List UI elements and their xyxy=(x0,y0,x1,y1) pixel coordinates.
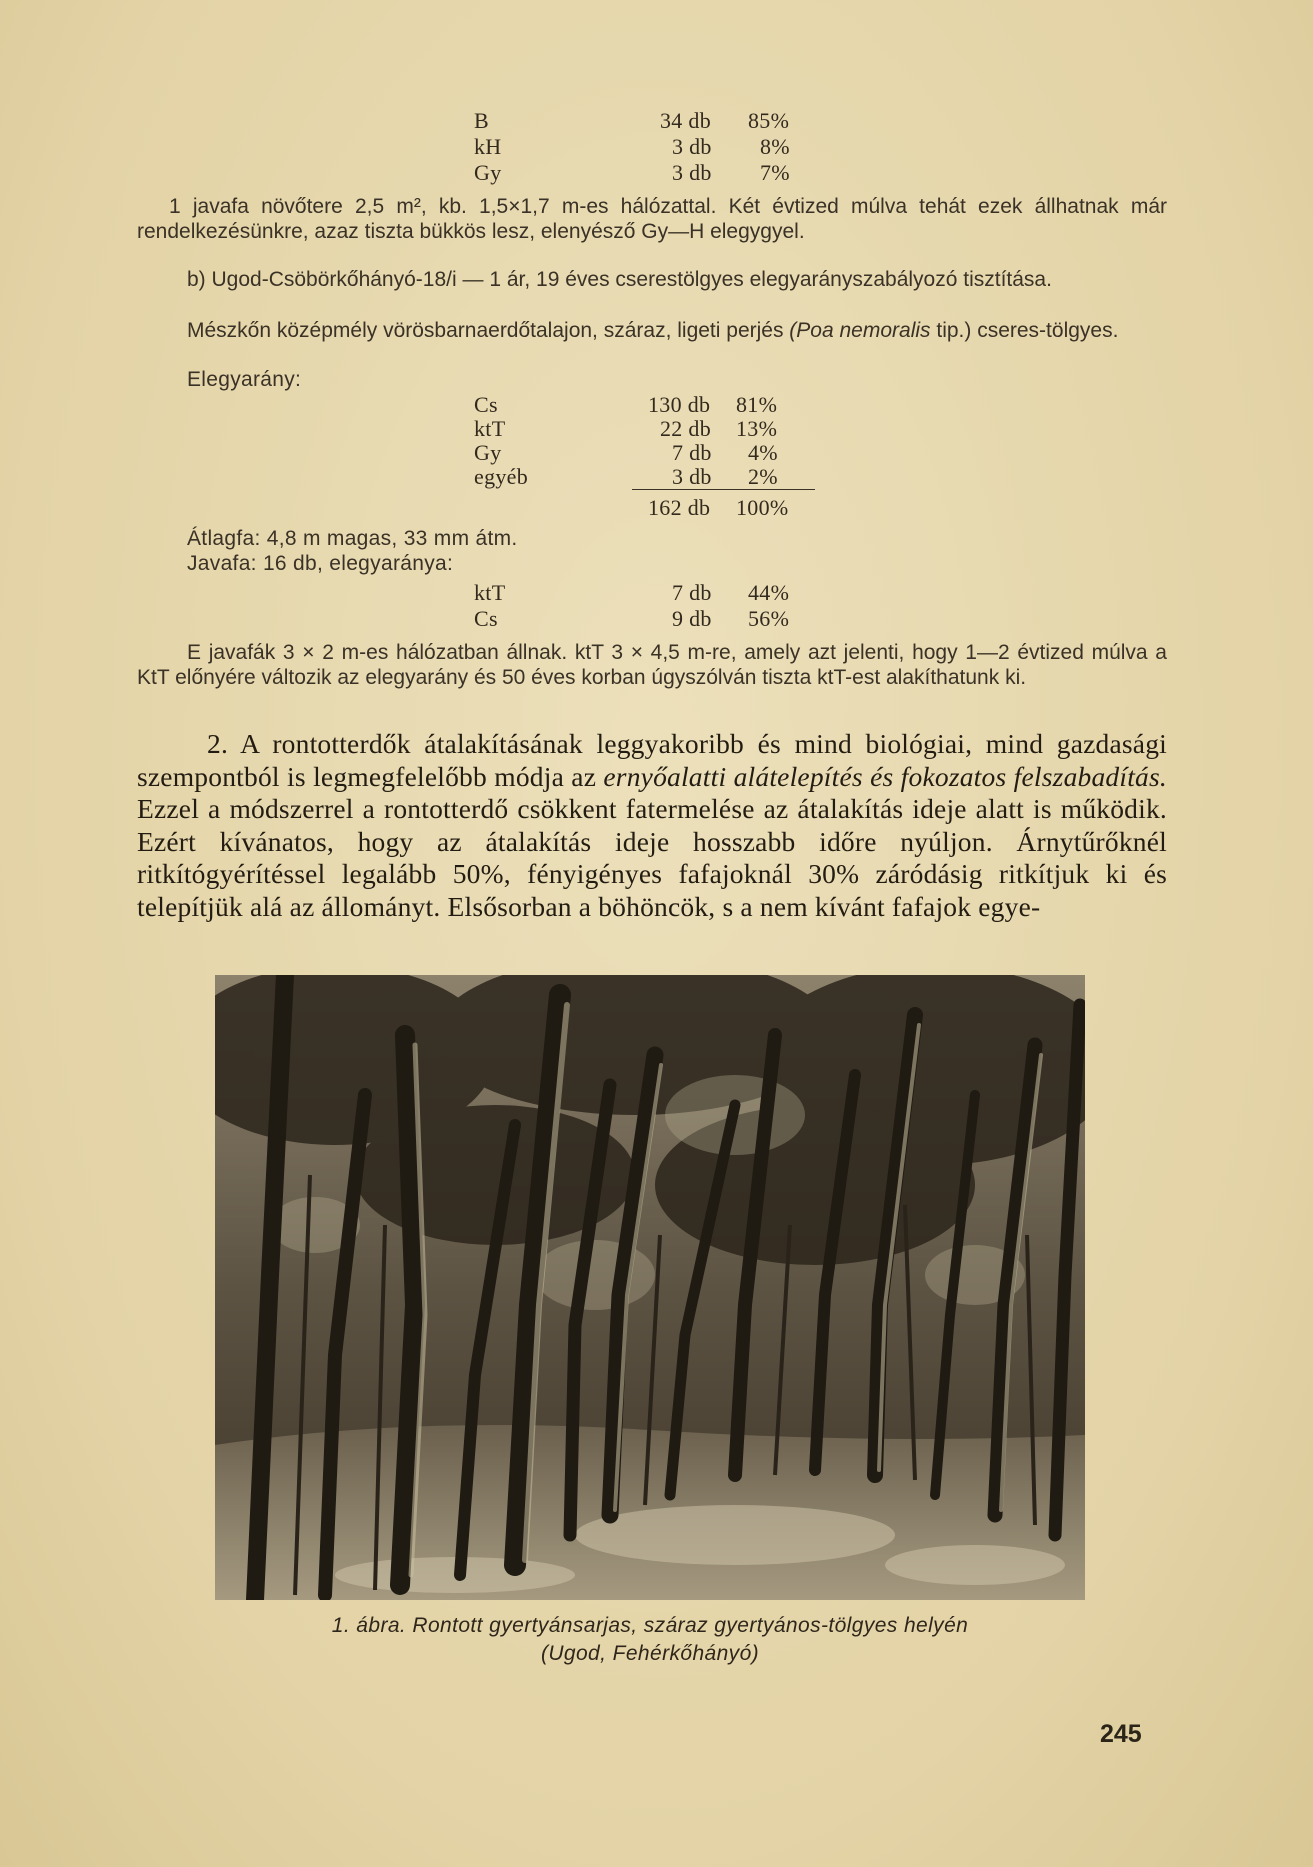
percent-cell: 8% xyxy=(760,134,790,159)
percent-cell: 85% xyxy=(748,108,790,133)
species-cell: kH xyxy=(474,134,502,159)
paragraph-meszkon xyxy=(137,318,1167,343)
paragraph-text: Mészkőn középmély vörösbarnaerdőtalajon, száraz, ligeti perjés xyxy=(187,319,790,342)
count-cell: 162 db xyxy=(648,495,711,520)
count-cell: 3 db xyxy=(672,464,712,489)
paragraph-text: tip.) cseres-tölgyes. xyxy=(930,319,1119,342)
species-cell: ktT xyxy=(474,580,506,605)
sum-divider xyxy=(632,489,815,490)
elegyarany-label: Elegyarány: xyxy=(187,368,302,391)
figure-caption-line1: 1. ábra. Rontott gyertyánsarjas, száraz gyertyános-tölgyes helyén xyxy=(331,1614,969,1637)
count-cell: 7 db xyxy=(672,580,712,605)
species-cell: B xyxy=(474,108,489,133)
table-3 xyxy=(474,580,834,632)
javafa-line: Javafa: 16 db, elegyaránya: xyxy=(187,552,454,575)
species-cell: Cs xyxy=(474,606,498,631)
percent-cell: 44% xyxy=(748,580,790,605)
main-paragraph xyxy=(137,728,1167,923)
emphasis-text: ernyőalatti alátelepítés és fokozatos felszabadítás. xyxy=(603,760,1167,792)
count-cell: 3 db xyxy=(672,160,712,185)
figure-caption-line2: (Ugod, Fehérkőhányó) xyxy=(540,1642,760,1665)
paragraph-javafa-novotere: 1 javafa növőtere 2,5 m², kb. 1,5×1,7 m-es hálózattal. Két évtized múlva tehát ezek állhatnak már rendelkezésünkre, azaz tiszta bükkös lesz, elenyésző Gy—H elegygyel. xyxy=(137,195,1167,243)
latin-name: (Poa nemoralis xyxy=(789,319,931,342)
count-cell: 22 db xyxy=(660,416,711,441)
percent-cell: 4% xyxy=(748,440,778,465)
count-cell: 9 db xyxy=(672,606,712,631)
species-cell: Gy xyxy=(474,160,502,185)
percent-cell: 13% xyxy=(736,416,778,441)
percent-cell: 100% xyxy=(736,495,789,520)
table-2-total xyxy=(474,495,834,521)
percent-cell: 7% xyxy=(760,160,790,185)
forest-photograph xyxy=(215,975,1085,1600)
percent-cell: 56% xyxy=(748,606,790,631)
paragraph-text: Ezzel a módszerrel a rontotterdő csökkent fatermelése az átalakítás ideje alatt is működik. Ezért kívánatos, hogy az átalakítás ideje hosszabb időre nyúljon. Árnytűrőknél ritkítógyérítéssel legalább 50%, fényigényes fafajoknál 30% záródásig ritkítjuk ki és telepítjük alá az állományt. Elsősorban a böhöncök, s a nem kívánt fafajok egye- xyxy=(137,793,1167,922)
species-cell: Gy xyxy=(474,440,502,465)
count-cell: 34 db xyxy=(660,108,711,133)
page-number: 245 xyxy=(1100,1720,1142,1748)
percent-cell: 81% xyxy=(736,392,778,417)
count-cell: 130 db xyxy=(648,392,711,417)
species-cell: ktT xyxy=(474,416,506,441)
table-1 xyxy=(474,108,794,186)
count-cell: 3 db xyxy=(672,134,712,159)
count-cell: 7 db xyxy=(672,440,712,465)
species-cell: egyéb xyxy=(474,464,529,489)
atlagfa-line: Átlagfa: 4,8 m magas, 33 mm átm. xyxy=(187,527,518,550)
species-cell: Cs xyxy=(474,392,498,417)
paragraph-javafak-halozat: E javafák 3 × 2 m-es hálózatban állnak. ktT 3 × 4,5 m-re, amely azt jelenti, hogy 1—2 évtized múlva a KtT előnyére változik az elegyarány és 50 éves korban úgyszólván tiszta ktT-est alakíthatunk ki. xyxy=(137,641,1167,689)
percent-cell: 2% xyxy=(748,464,778,489)
paragraph-ugod-b: b) Ugod-Csöbörkőhányó-18/i — 1 ár, 19 éves cserestölgyes elegyarányszabályozó tisztítása. xyxy=(187,268,1052,291)
forest-photo-drawing xyxy=(215,975,1085,1600)
paragraph-text: 2. A rontotterdők átalakításának leggyakoribb és mind biológiai, mind gazdasági szempontból is legmegfelelőbb módja az xyxy=(137,728,1167,792)
